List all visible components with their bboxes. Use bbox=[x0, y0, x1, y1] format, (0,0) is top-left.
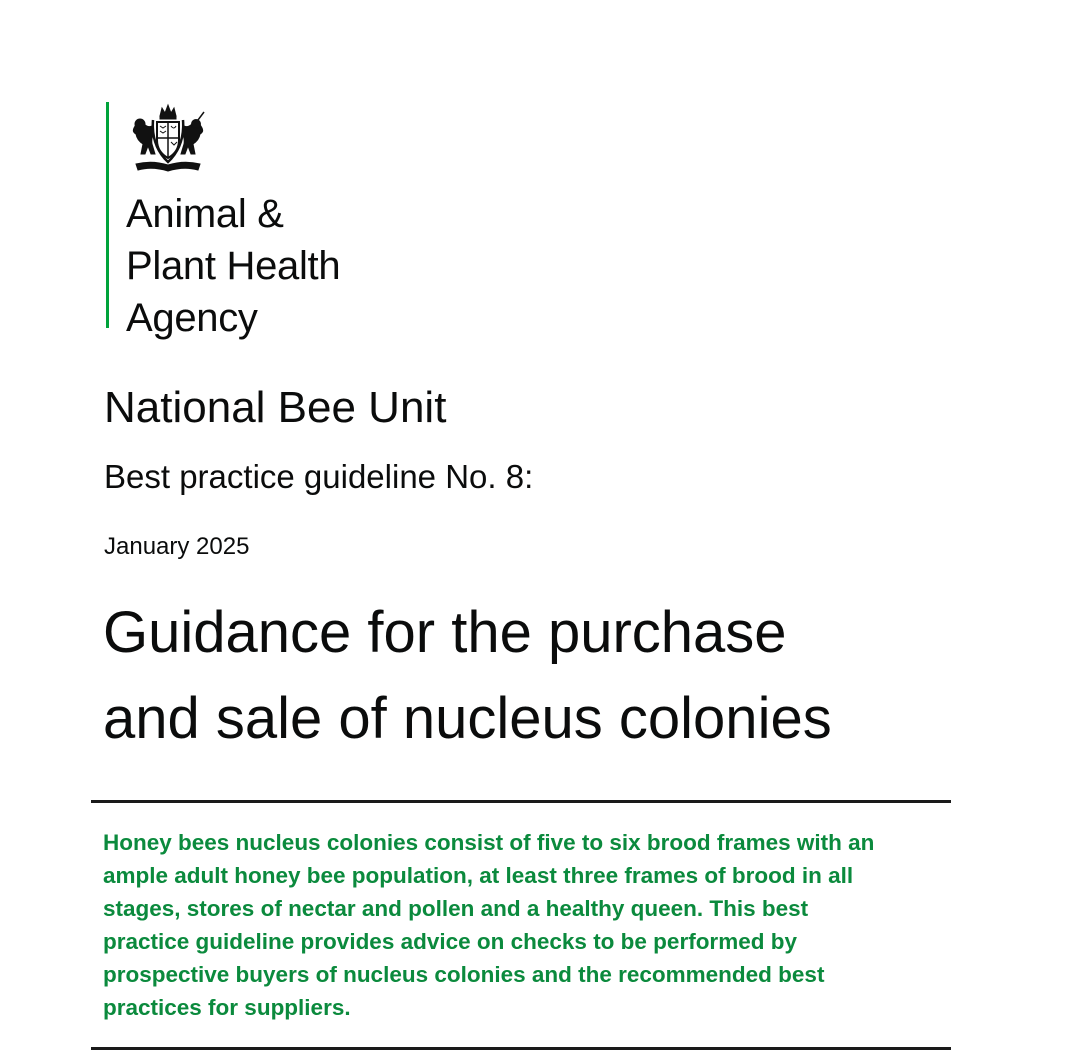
agency-name-line: Animal & bbox=[126, 192, 284, 236]
divider-bottom bbox=[91, 1047, 951, 1050]
summary-line: practice guideline provides advice on checks to be performed by bbox=[103, 929, 797, 954]
title-line: Guidance for the purchase bbox=[103, 600, 787, 665]
guideline-series: Best practice guideline No. 8: bbox=[104, 458, 534, 495]
royal-coat-of-arms-icon bbox=[126, 102, 210, 172]
title-line: and sale of nucleus colonies bbox=[103, 686, 832, 751]
agency-name-line: Plant Health bbox=[126, 244, 341, 288]
divider-top bbox=[91, 800, 951, 803]
agency-name-line: Agency bbox=[126, 296, 258, 340]
publication-date: January 2025 bbox=[104, 533, 250, 560]
agency-name bbox=[126, 188, 446, 344]
summary-line: ample adult honey bee population, at least three frames of brood in all bbox=[103, 863, 854, 888]
agency-logo bbox=[106, 102, 341, 340]
unit-name: National Bee Unit bbox=[104, 383, 447, 432]
summary-line: stages, stores of nectar and pollen and a healthy queen. This best bbox=[103, 896, 809, 921]
document-title bbox=[103, 590, 1003, 762]
summary-line: Honey bees nucleus colonies consist of five to six brood frames with an bbox=[103, 830, 875, 855]
summary-line: prospective buyers of nucleus colonies and the recommended best bbox=[103, 962, 825, 987]
summary-paragraph bbox=[103, 826, 1003, 1024]
summary-line: practices for suppliers. bbox=[103, 995, 351, 1020]
